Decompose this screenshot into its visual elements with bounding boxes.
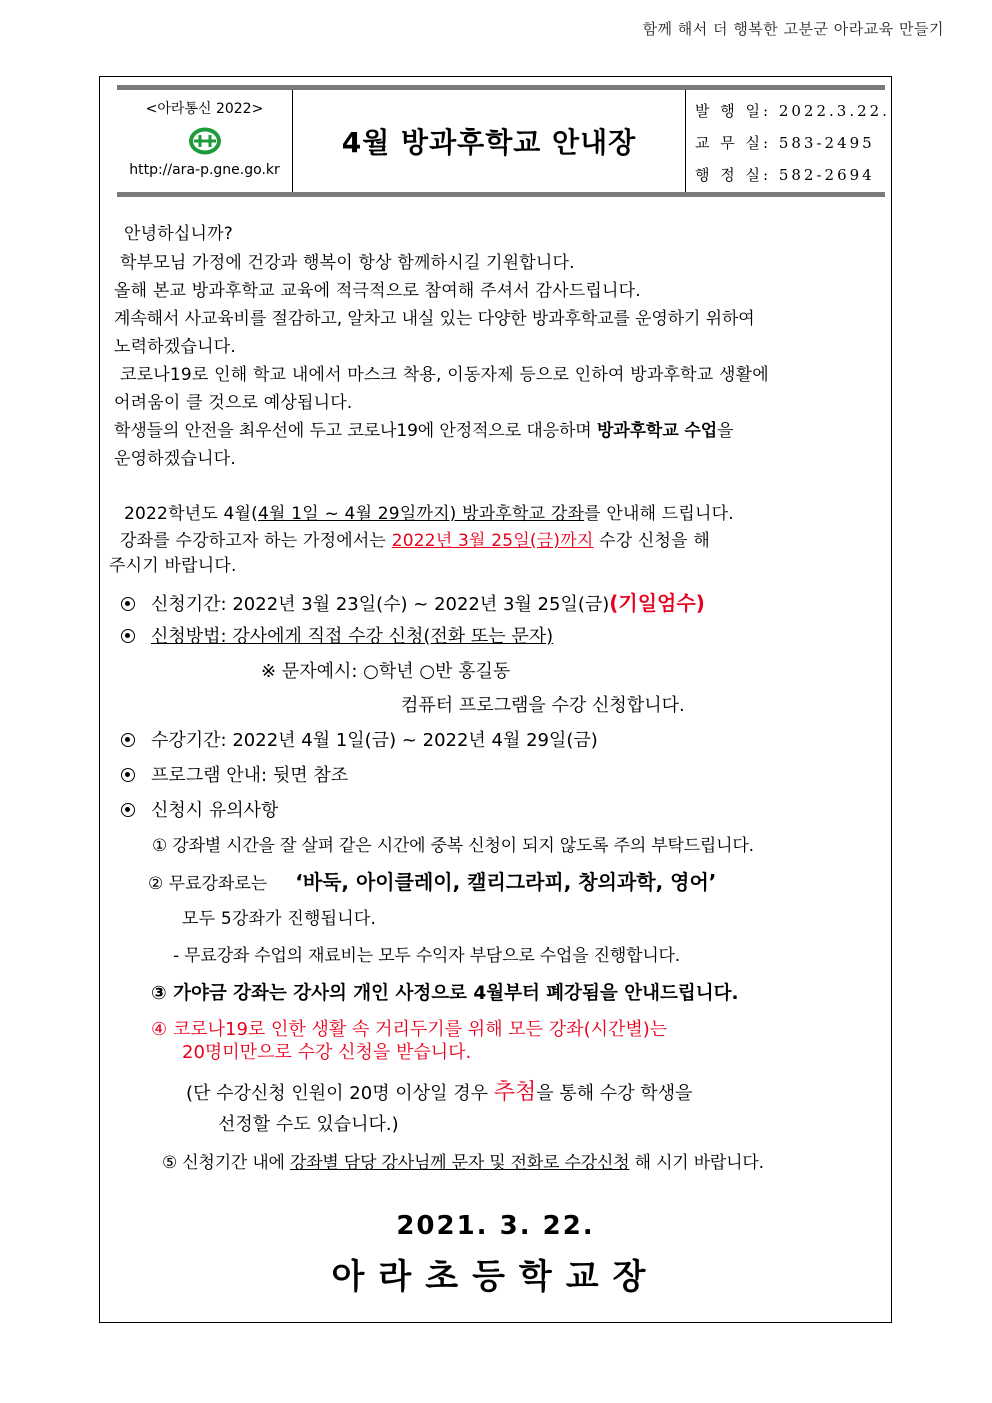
notes-title-text: 신청시 유의사항 — [151, 800, 279, 821]
note-2-line-2: 모두 5강좌가 진행됩니다. — [182, 909, 377, 929]
note-4-suffix: 을 통해 수강 학생을 — [536, 1083, 693, 1104]
program-guide-text: 프로그램 안내: 뒷면 참조 — [151, 765, 349, 786]
school-emblem-icon — [188, 126, 222, 156]
paragraph-7-suffix: 수강 신청을 해 — [593, 531, 711, 551]
note-2 — [148, 866, 716, 895]
note-4-line-3 — [186, 1075, 692, 1106]
bullet-icon — [121, 803, 135, 817]
school-url: http://ara-p.gne.go.kr — [129, 162, 280, 178]
bullet-icon — [121, 733, 135, 747]
greeting: 안녕하십니까? — [124, 224, 233, 244]
note-5-suffix: 해 시기 바랍니다. — [629, 1153, 764, 1173]
notice-header — [117, 85, 890, 197]
apply-period-text: 신청기간: 2022년 3월 23일(수) ~ 2022년 3월 25일(금) — [151, 594, 610, 615]
application-deadline: 2022년 3월 25일(금)까지 — [391, 531, 594, 551]
note-1: ① 강좌별 시간을 잘 살펴 같은 시간에 중복 신청이 되지 않도록 주의 부탁드립니다. — [152, 836, 754, 856]
paragraph-5-suffix: 을 — [717, 421, 734, 441]
note-4-line-2: 20명미만으로 수강 신청을 받습니다. — [182, 1042, 472, 1063]
paragraph-5-emphasis: 방과후학교 수업 — [596, 421, 718, 441]
principal-signature: 아라초등학교장 — [331, 1257, 660, 1297]
bullet-icon — [121, 597, 135, 611]
paragraph-5-line-1 — [114, 416, 733, 441]
deadline-strict-note: (기일엄수) — [609, 591, 705, 615]
class-period-text: 수강기간: 2022년 4월 1일(금) ~ 2022년 4월 29일(금) — [151, 730, 598, 751]
contact-cell — [687, 90, 890, 192]
paragraph-4-line-1: 코로나19로 인해 학교 내에서 마스크 착용, 이동자제 등으로 인하여 방과후학교 생활에 — [120, 365, 769, 385]
notice-date: 2021. 3. 22. — [396, 1211, 595, 1241]
apply-method-item — [121, 622, 553, 648]
staff-room-phone: 교 무 실: 583-2495 — [695, 134, 875, 152]
paragraph-6-text: 2022학년도 4월( — [124, 504, 259, 524]
program-guide-item — [121, 761, 348, 787]
paragraph-3-line-2: 노력하겠습니다. — [114, 337, 236, 357]
note-5-text: ⑤ 신청기간 내에 — [162, 1153, 290, 1173]
bullet-icon — [121, 629, 135, 643]
note-3: ③ 가야금 강좌는 강사의 개인 사정으로 4월부터 폐강됨을 안내드립니다. — [151, 983, 739, 1004]
note-4-text: (단 수강신청 인원이 20명 이상일 경우 — [186, 1083, 494, 1104]
issue-date: 발 행 일: 2022.3.22. — [695, 102, 890, 120]
note-2-text: ② 무료강좌로는 — [148, 874, 268, 894]
note-2-line-3: - 무료강좌 수업의 재료비는 모두 수익자 부담으로 수업을 진행합니다. — [173, 946, 680, 966]
note-4-line-1: ④ 코로나19로 인한 생활 속 거리두기를 위해 모든 강좌(시간별)는 — [151, 1019, 668, 1040]
paragraph-2: 올해 본교 방과후학교 교육에 적극적으로 참여해 주셔서 감사드립니다. — [114, 281, 641, 301]
admin-office-phone: 행 정 실: 582-2694 — [695, 166, 875, 184]
notes-title-item — [121, 796, 278, 822]
paragraph-3-line-1: 계속해서 사교육비를 절감하고, 알차고 내실 있는 다양한 방과후학교를 운영하기 위하여 — [114, 309, 755, 329]
newsletter-name: <아라통신 2022> — [145, 101, 264, 117]
newsletter-cell — [117, 90, 293, 192]
paragraph-6-suffix: 를 안내해 드립니다. — [584, 504, 734, 524]
apply-method-text: 신청방법: 강사에게 직접 수강 신청(전화 또는 문자) — [151, 626, 554, 647]
notice-title: 4월 방과후학교 안내장 — [341, 126, 637, 159]
sms-example-line-1: ※ 문자예시: ○학년 ○반 홍길동 — [261, 661, 511, 682]
paragraph-5-line-2: 운영하겠습니다. — [114, 449, 236, 469]
class-period-item — [121, 726, 598, 752]
paragraph-6-underlined: 4월 1일 ~ 4월 29일까지) 방과후학교 강좌 — [258, 504, 585, 524]
school-motto: 함께 해서 더 행복한 고분군 아라교육 만들기 — [642, 20, 944, 38]
apply-period-item — [121, 587, 705, 616]
note-5 — [162, 1148, 764, 1173]
title-cell — [293, 90, 686, 192]
sms-example-line-2: 컴퓨터 프로그램을 수강 신청합니다. — [401, 695, 685, 716]
paragraph-1: 학부모님 가정에 건강과 행복이 항상 함께하시길 기원합니다. — [120, 253, 575, 273]
note-5-underlined: 강좌별 담당 강사님께 문자 및 전화로 수강신청 — [289, 1153, 630, 1173]
paragraph-8: 주시기 바랍니다. — [109, 556, 237, 576]
note-4-line-4: 선정할 수도 있습니다.) — [218, 1114, 399, 1135]
paragraph-5-text: 학생들의 안전을 최우선에 두고 코로나19에 안정적으로 대응하며 — [114, 421, 597, 441]
paragraph-7-text: 강좌를 수강하고자 하는 가정에서는 — [120, 531, 392, 551]
free-courses-list: ‘바둑, 아이클레이, 캘리그라피, 창의과학, 영어’ — [295, 870, 717, 894]
bullet-icon — [121, 768, 135, 782]
header-bottom-rule — [117, 192, 885, 197]
paragraph-6 — [124, 499, 734, 524]
lottery-word: 추첨 — [493, 1080, 537, 1105]
notice-frame — [99, 76, 892, 1323]
paragraph-4-line-2: 어려움이 클 것으로 예상됩니다. — [114, 393, 353, 413]
paragraph-7 — [120, 526, 710, 551]
